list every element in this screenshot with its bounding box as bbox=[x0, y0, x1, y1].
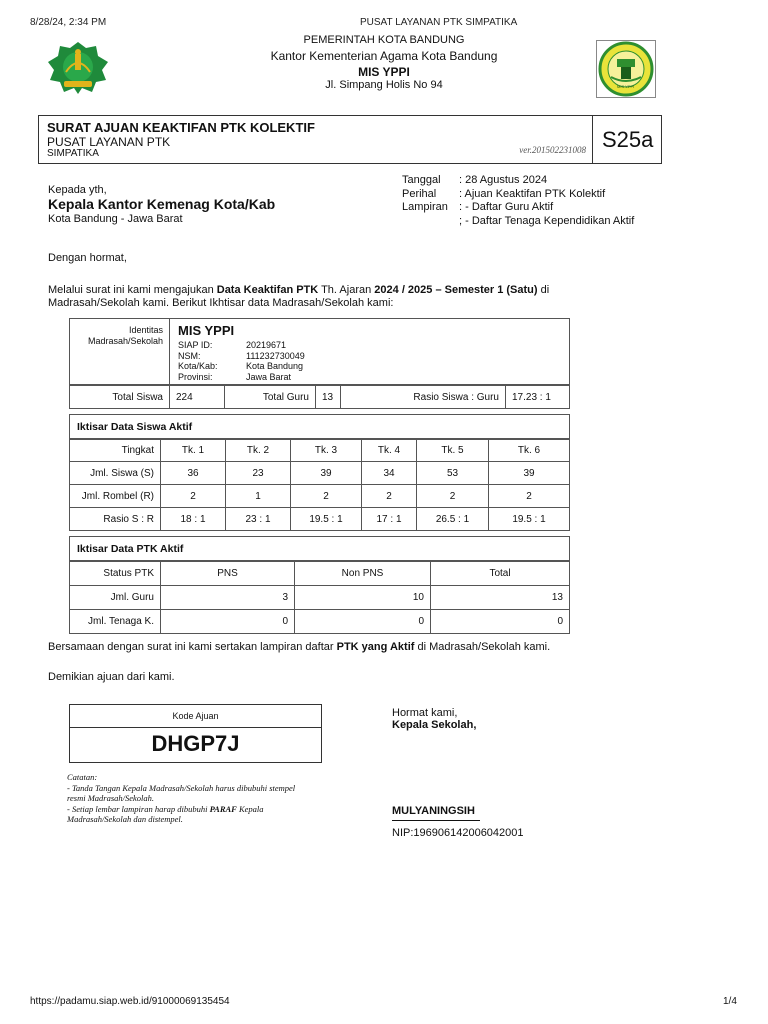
siswa-header-cell: Tk. 4 bbox=[362, 440, 417, 462]
form-title-box bbox=[38, 115, 593, 164]
table-cell: 13 bbox=[431, 586, 570, 610]
notes-title: Catatan: bbox=[67, 772, 98, 782]
rasio-value: 17.23 : 1 bbox=[506, 386, 570, 409]
closing-text-3: di Madrasah/Sekolah kami. bbox=[414, 641, 551, 653]
table-cell: 53 bbox=[417, 462, 489, 485]
signature-greeting: Hormat kami, bbox=[392, 707, 458, 719]
meta-values bbox=[459, 174, 634, 228]
siswa-header-cell: Tk. 3 bbox=[291, 440, 362, 462]
siswa-header-cell: Tingkat bbox=[70, 440, 161, 462]
nsm-label: NSM: bbox=[178, 350, 201, 361]
siswa-table bbox=[69, 439, 570, 531]
table-cell: 34 bbox=[362, 462, 417, 485]
siswa-header-cell: Tk. 1 bbox=[161, 440, 226, 462]
identity-label: Identitas Madrasah/Sekolah bbox=[87, 325, 163, 346]
perihal-value: : Ajuan Keaktifan PTK Kolektif bbox=[459, 187, 606, 200]
table-cell: 26.5 : 1 bbox=[417, 508, 489, 531]
rasio-label: Rasio Siswa : Guru bbox=[341, 386, 506, 409]
table-cell: 2 bbox=[291, 485, 362, 508]
table-cell: 36 bbox=[161, 462, 226, 485]
notes-line-3c: Kepala bbox=[236, 803, 264, 814]
signature-name: MULYANINGSIH bbox=[392, 805, 480, 821]
ptk-header-cell: Non PNS bbox=[295, 562, 431, 586]
siswa-header-row bbox=[70, 440, 570, 462]
form-version: ver.201502231008 bbox=[519, 145, 586, 155]
identity-school-name: MIS YPPI bbox=[178, 323, 235, 338]
perihal-label: Perihal bbox=[402, 187, 437, 200]
table-cell: 18 : 1 bbox=[161, 508, 226, 531]
total-siswa-label: Total Siswa bbox=[70, 386, 170, 409]
form-title: SURAT AJUAN KEAKTIFAN PTK KOLEKTIF bbox=[47, 120, 315, 135]
salutation: Dengan hormat, bbox=[48, 252, 127, 264]
table-cell: 0 bbox=[295, 610, 431, 634]
table-row bbox=[70, 586, 570, 610]
siswa-header-cell: Tk. 5 bbox=[417, 440, 489, 462]
table-cell: 23 : 1 bbox=[226, 508, 291, 531]
meta-labels bbox=[402, 174, 448, 215]
table-cell: 39 bbox=[489, 462, 570, 485]
table-cell: Jml. Tenaga K. bbox=[70, 610, 161, 634]
table-cell: 2 bbox=[417, 485, 489, 508]
table-cell: 0 bbox=[161, 610, 295, 634]
lampiran-value-2: ; - Daftar Tenaga Kependidikan Aktif bbox=[459, 214, 635, 227]
total-guru-value: 13 bbox=[316, 386, 341, 409]
letterhead-gov: PEMERINTAH KOTA BANDUNG bbox=[303, 34, 465, 46]
table-cell: Jml. Guru bbox=[70, 586, 161, 610]
table-cell: 39 bbox=[291, 462, 362, 485]
kode-ajuan-box bbox=[69, 704, 322, 763]
notes bbox=[67, 772, 347, 825]
totals-table bbox=[69, 385, 570, 409]
ptk-header-cell: Status PTK bbox=[70, 562, 161, 586]
total-guru-label: Total Guru bbox=[225, 386, 316, 409]
closing-regards: Demikian ajuan dari kami. bbox=[48, 671, 175, 683]
table-cell: 23 bbox=[226, 462, 291, 485]
table-cell: 3 bbox=[161, 586, 295, 610]
form-code: S25a bbox=[602, 127, 654, 152]
form-subtitle-1: PUSAT LAYANAN PTK bbox=[47, 135, 171, 149]
tanggal-value: : 28 Agustus 2024 bbox=[459, 174, 548, 186]
letterhead-address: Jl. Simpang Holis No 94 bbox=[325, 79, 443, 91]
table-row bbox=[70, 508, 570, 531]
ptk-title: Iktisar Data PTK Aktif bbox=[69, 536, 570, 561]
table-cell: Jml. Siswa (S) bbox=[70, 462, 161, 485]
table-cell: Rasio S : R bbox=[70, 508, 161, 531]
notes-line-3 bbox=[67, 804, 347, 815]
kode-ajuan-code: DHGP7J bbox=[151, 731, 240, 756]
table-row bbox=[70, 610, 570, 634]
intro-text-line2: Madrasah/Sekolah kami. Berikut Ikhtisar data Madrasah/Sekolah kami: bbox=[48, 297, 394, 309]
kota-label: Kota/Kab: bbox=[178, 361, 218, 371]
table-cell: 19.5 : 1 bbox=[489, 508, 570, 531]
ptk-header-row bbox=[70, 562, 570, 586]
notes-line-2: resmi Madrasah/Sekolah. bbox=[67, 793, 155, 803]
siswa-header-cell: Tk. 2 bbox=[226, 440, 291, 462]
nsm-value: 111232730049 bbox=[246, 350, 305, 361]
intro-text-3: Th. Ajaran bbox=[318, 284, 375, 296]
notes-line-1: - Tanda Tangan Kepala Madrasah/Sekolah harus dibubuhi stempel bbox=[67, 782, 296, 793]
print-url: https://padamu.siap.web.id/91000069135454 bbox=[30, 996, 230, 1007]
table-cell: 2 bbox=[362, 485, 417, 508]
intro-text-4: 2024 / 2025 – Semester 1 (Satu) bbox=[374, 284, 538, 296]
closing-text-2: PTK yang Aktif bbox=[336, 641, 415, 653]
print-datetime: 8/28/24, 2:34 PM bbox=[30, 17, 107, 28]
table-cell: 10 bbox=[295, 586, 431, 610]
provinsi-value: Jawa Barat bbox=[246, 371, 292, 382]
signature-nip: NIP:196906142006042001 bbox=[392, 827, 524, 839]
table-cell: Jml. Rombel (R) bbox=[70, 485, 161, 508]
form-subtitle-2: SIMPATIKA bbox=[47, 148, 99, 159]
tanggal-label: Tanggal bbox=[402, 174, 441, 186]
table-cell: 2 bbox=[161, 485, 226, 508]
recipient-greeting: Kepada yth, bbox=[48, 184, 107, 196]
provinsi-label: Provinsi: bbox=[178, 371, 213, 382]
notes-line-3b: PARAF bbox=[209, 803, 237, 814]
letterhead-office: Kantor Kementerian Agama Kota Bandung bbox=[270, 49, 498, 63]
identity-block bbox=[69, 318, 570, 385]
recipient-name: Kepala Kantor Kemenag Kota/Kab bbox=[48, 196, 276, 212]
intro-text-2: Data Keaktifan PTK bbox=[216, 284, 319, 296]
table-row bbox=[70, 462, 570, 485]
lampiran-value-1: : - Daftar Guru Aktif bbox=[459, 201, 554, 213]
identity-field-labels bbox=[178, 340, 218, 382]
table-row bbox=[70, 485, 570, 508]
school-logo-text: MIS YPPI bbox=[617, 84, 635, 89]
intro-paragraph bbox=[48, 284, 608, 309]
intro-text-5: di bbox=[537, 284, 550, 296]
ptk-header-cell: PNS bbox=[161, 562, 295, 586]
siswa-header-cell: Tk. 6 bbox=[489, 440, 570, 462]
print-page-title: PUSAT LAYANAN PTK SIMPATIKA bbox=[360, 17, 518, 28]
table-cell: 0 bbox=[431, 610, 570, 634]
recipient-location: Kota Bandung - Jawa Barat bbox=[48, 213, 183, 225]
school-logo-icon bbox=[596, 40, 656, 98]
table-cell: 17 : 1 bbox=[362, 508, 417, 531]
siap-id-value: 20219671 bbox=[246, 340, 287, 350]
notes-line-3a: - Setiap lembar lampiran harap dibubuhi bbox=[67, 803, 210, 814]
identity-field-values bbox=[246, 340, 305, 382]
ptk-table bbox=[69, 561, 570, 634]
table-cell: 19.5 : 1 bbox=[291, 508, 362, 531]
signature-position: Kepala Sekolah, bbox=[392, 719, 477, 731]
closing-text-1: Bersamaan dengan surat ini kami sertakan lampiran daftar bbox=[48, 641, 337, 653]
siap-id-label: SIAP ID: bbox=[178, 340, 213, 350]
table-cell: 2 bbox=[489, 485, 570, 508]
form-code-box bbox=[592, 115, 662, 164]
intro-text-1: Melalui surat ini kami mengajukan bbox=[48, 284, 217, 296]
kode-ajuan-label: Kode Ajuan bbox=[70, 705, 321, 728]
kota-value: Kota Bandung bbox=[246, 361, 304, 371]
letterhead-school: MIS YPPI bbox=[358, 65, 410, 79]
notes-line-4: Madrasah/Sekolah dan distempel. bbox=[67, 814, 183, 824]
lampiran-label: Lampiran bbox=[402, 201, 448, 213]
ptk-header-cell: Total bbox=[431, 562, 570, 586]
identity-label-cell bbox=[70, 319, 170, 384]
siswa-title: Iktisar Data Siswa Aktif bbox=[69, 414, 570, 439]
table-cell: 1 bbox=[226, 485, 291, 508]
print-page-number: 1/4 bbox=[723, 996, 737, 1007]
total-siswa-value: 224 bbox=[170, 386, 225, 409]
closing-paragraph bbox=[48, 641, 550, 653]
